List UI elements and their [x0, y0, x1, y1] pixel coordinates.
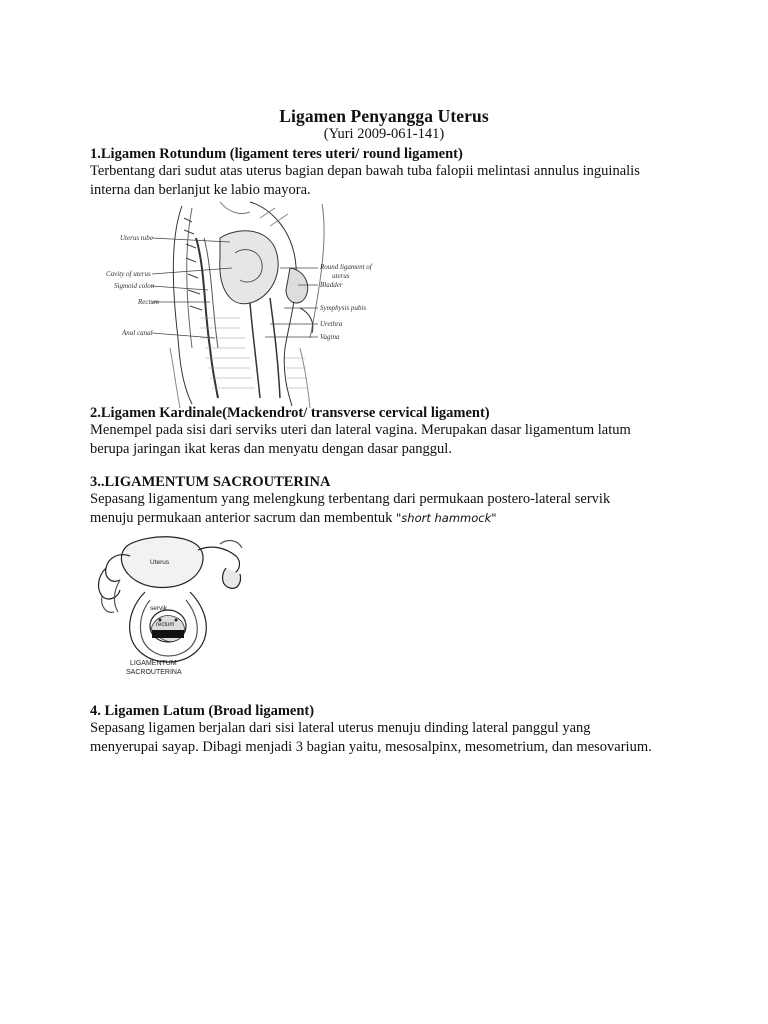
- label-sacrouterina: SACROUTERINA: [126, 669, 182, 676]
- section-2-line-2: berupa jaringan ikat keras dan menyatu dengan dasar panggul.: [90, 441, 452, 457]
- author-line: (Yuri 2009-061-141): [323, 126, 445, 142]
- label-round-ligament: Round ligament of: [320, 263, 372, 271]
- section-1-heading: 1.Ligamen Rotundum (ligament teres uteri/ round ligament): [90, 146, 463, 162]
- sacrouterine-figure: [90, 532, 250, 682]
- label-anal-canal: Anal canal: [122, 329, 153, 337]
- section-1-line-1: Terbentang dari sudut atas uterus bagian depan bawah tuba falopii melintasi annulus inguinalis: [90, 163, 640, 179]
- label-symphysis-pubis: Symphysis pubis: [320, 304, 367, 312]
- section-3-line-2-text: menuju permukaan anterior sacrum dan membentuk: [90, 510, 393, 526]
- label-vagina: Vagina: [320, 333, 340, 341]
- section-1-body: [90, 162, 690, 200]
- short-hammock-quote: "short hammock": [396, 511, 497, 525]
- label-round-ligament-uterus: uterus: [332, 272, 350, 280]
- section-4-line-2: menyerupai sayap. Dibagi menjadi 3 bagian yaitu, mesosalpinx, mesometrium, dan mesovarium.: [90, 739, 652, 755]
- label-rectum-2: rectum: [156, 622, 175, 628]
- section-4-heading: 4. Ligamen Latum (Broad ligament): [90, 703, 315, 719]
- section-2-line-1: Menempel pada sisi dari serviks uteri dan lateral vagina. Merupakan dasar ligamentum latum: [90, 422, 631, 438]
- label-sigmoid-colon: Sigmoid colon: [114, 282, 155, 290]
- label-bladder: Bladder: [320, 281, 343, 289]
- section-4-body: [90, 719, 690, 757]
- section-3-body: [90, 490, 690, 528]
- label-cavity-of-uterus: Cavity of uterus: [106, 270, 151, 278]
- section-3-line-2: [90, 509, 690, 528]
- label-uterus: Uterus: [150, 559, 170, 566]
- section-2-heading: 2.Ligamen Kardinale(Mackendrot/ transverse cervical ligament): [90, 405, 490, 421]
- section-3-heading: 3..LIGAMENTUM SACROUTERINA: [90, 474, 331, 490]
- section-2-body: [90, 421, 690, 459]
- label-uterus-tube: Uterus tube: [120, 234, 153, 242]
- section-4-line-1: Sepasang ligamen berjalan dari sisi lateral uterus menuju dinding lateral panggul yang: [90, 720, 591, 736]
- section-1-line-2: interna dan berlanjut ke labio mayora.: [90, 182, 311, 198]
- pelvis-sagittal-figure: [100, 198, 400, 410]
- page-title: Ligamen Penyangga Uterus: [279, 106, 489, 126]
- label-ligamentum: LIGAMENTUM: [130, 660, 177, 667]
- label-urethra: Urethra: [320, 320, 343, 328]
- label-rectum: Rectum: [138, 298, 159, 306]
- label-servik: servik: [150, 605, 167, 612]
- section-3-line-1: Sepasang ligamentum yang melengkung terbentang dari permukaan postero-lateral servik: [90, 491, 611, 507]
